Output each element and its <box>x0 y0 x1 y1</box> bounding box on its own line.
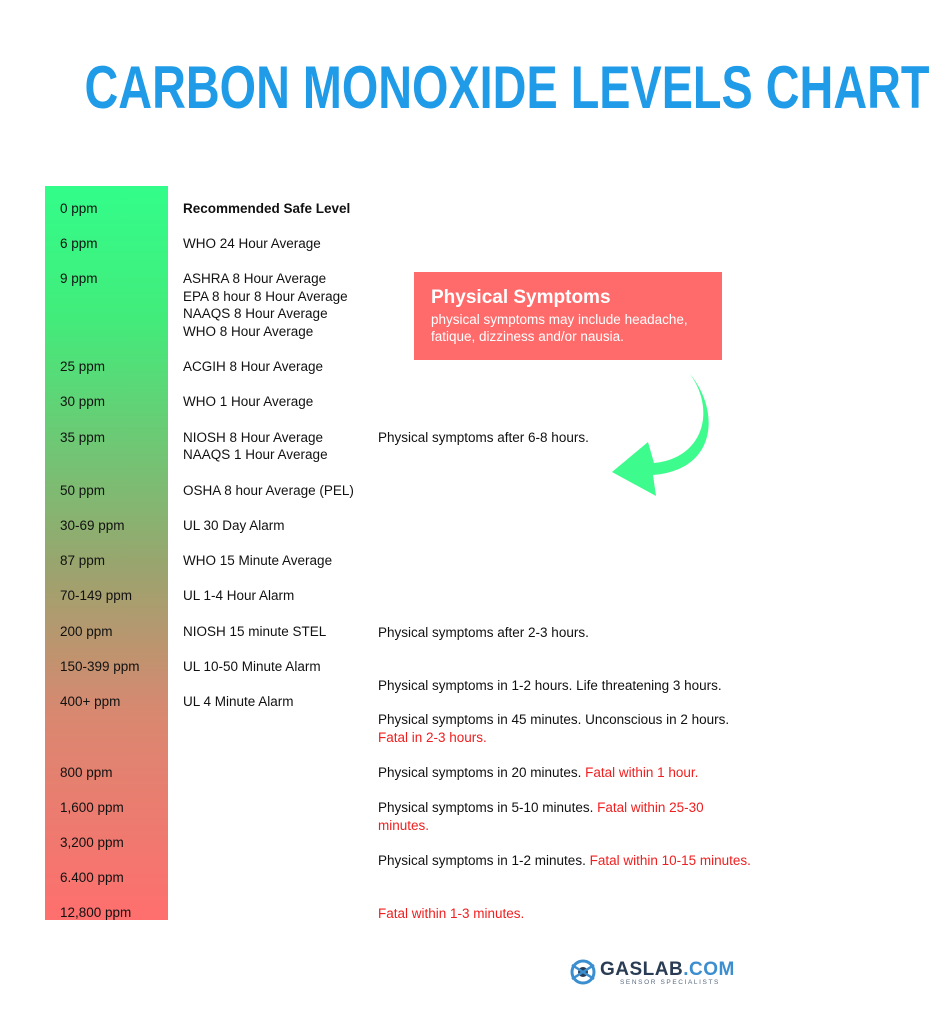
ppm-level: 200 ppm <box>60 624 113 639</box>
ppm-level: 12,800 ppm <box>60 905 132 920</box>
ppm-level: 30 ppm <box>60 394 106 409</box>
symptom-note: Physical symptoms in 1-2 minutes. Fatal within 10-15 minutes. <box>378 853 751 868</box>
symptom-note: Physical symptoms in 45 minutes. Unconscious in 2 hours. Fatal in 2-3 hours. <box>378 712 730 745</box>
standard-label: NAAQS 1 Hour Average <box>183 447 328 462</box>
standard-label: UL 4 Minute Alarm <box>183 694 294 709</box>
page-title: CARBON MONOXIDE LEVELS CHART <box>84 54 930 121</box>
standard-label: ASHRA 8 Hour Average <box>183 271 327 286</box>
symptom-note: Physical symptoms after 6-8 hours. <box>378 430 589 445</box>
standard-label: UL 30 Day Alarm <box>183 518 285 533</box>
symptom-note: Fatal within 1-3 minutes. <box>378 906 525 921</box>
standard-label: WHO 8 Hour Average <box>183 324 314 339</box>
callout-text: physical symptoms may include headache, fatique, dizziness and/or nausia. <box>431 312 688 344</box>
standard-label: NIOSH 15 minute STEL <box>183 624 327 639</box>
curved-arrow-icon <box>606 370 718 496</box>
ppm-level: 150-399 ppm <box>60 659 140 674</box>
logo-mark-icon <box>568 957 598 987</box>
standard-label: UL 10-50 Minute Alarm <box>183 659 321 674</box>
logo-name: GASLAB.COM <box>600 959 735 980</box>
standard-label: ACGIH 8 Hour Average <box>183 359 324 374</box>
ppm-level: 25 ppm <box>60 359 106 374</box>
ppm-level: 0 ppm <box>60 201 98 216</box>
ppm-level: 1,600 ppm <box>60 800 124 815</box>
logo-tagline: SENSOR SPECIALISTS <box>620 979 720 986</box>
standard-label: OSHA 8 hour Average (PEL) <box>183 483 354 498</box>
ppm-level: 50 ppm <box>60 483 106 498</box>
symptom-note: Physical symptoms in 20 minutes. Fatal within 1 hour. <box>378 765 699 780</box>
ppm-level: 800 ppm <box>60 765 113 780</box>
ppm-level: 3,200 ppm <box>60 835 124 850</box>
ppm-level: 400+ ppm <box>60 694 121 709</box>
symptom-note: Physical symptoms after 2-3 hours. <box>378 625 589 640</box>
standard-label: NAAQS 8 Hour Average <box>183 306 328 321</box>
ppm-level: 70-149 ppm <box>60 588 133 603</box>
ppm-level: 6.400 ppm <box>60 870 124 885</box>
ppm-level: 30-69 ppm <box>60 518 125 533</box>
ppm-level: 35 ppm <box>60 430 106 445</box>
standard-label: WHO 24 Hour Average <box>183 236 321 251</box>
symptom-note: Physical symptoms in 1-2 hours. Life threatening 3 hours. <box>378 678 722 693</box>
callout-heading: Physical Symptoms <box>431 287 611 308</box>
standard-label: Recommended Safe Level <box>183 201 351 216</box>
standard-label: UL 1-4 Hour Alarm <box>183 588 295 603</box>
standard-label: WHO 15 Minute Average <box>183 553 333 568</box>
symptom-note: Physical symptoms in 5-10 minutes. Fatal within 25-30 minutes. <box>378 800 704 833</box>
ppm-level: 9 ppm <box>60 271 98 286</box>
standard-label: EPA 8 hour 8 Hour Average <box>183 289 348 304</box>
ppm-level: 6 ppm <box>60 236 98 251</box>
physical-symptoms-callout <box>414 272 722 360</box>
gaslab-logo <box>566 955 746 995</box>
ppm-level: 87 ppm <box>60 553 106 568</box>
standard-label: NIOSH 8 Hour Average <box>183 430 324 445</box>
standard-label: WHO 1 Hour Average <box>183 394 314 409</box>
